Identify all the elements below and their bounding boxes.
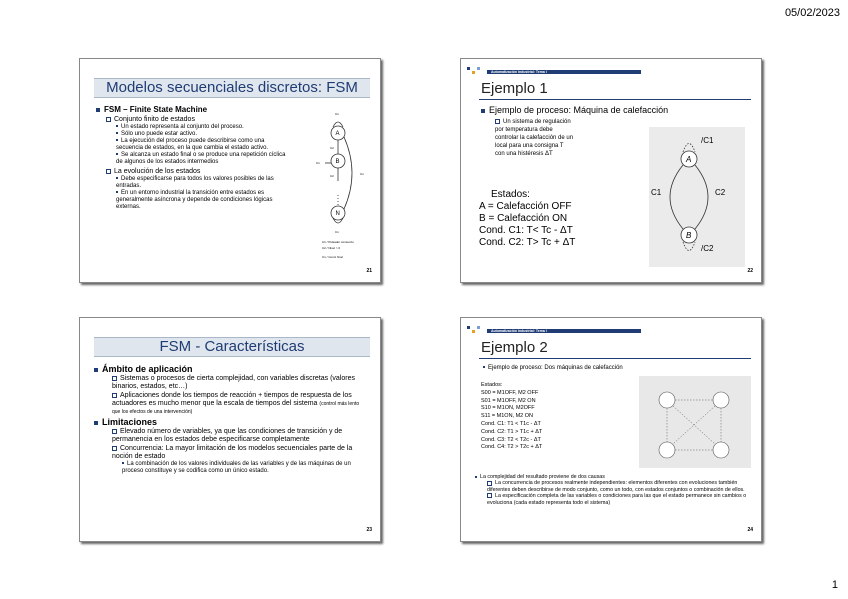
transition-label: C1 bbox=[335, 112, 339, 116]
list-note: (control más lento que los efectos de una intervención) bbox=[112, 401, 360, 415]
header-bar: Automatización Industrial: Tema I bbox=[487, 329, 641, 333]
slide-title: Ejemplo 1 bbox=[481, 80, 548, 97]
title-rule bbox=[479, 358, 751, 359]
description bbox=[495, 118, 625, 158]
header-bar: Automatización Industrial: Tema I bbox=[487, 70, 641, 74]
decor-square bbox=[477, 67, 480, 70]
slide-24 bbox=[460, 317, 762, 542]
subheading: La evolución de los estados bbox=[96, 167, 326, 176]
complexity-heading: La complejidad del resultado proviene de dos causas bbox=[475, 474, 755, 480]
state-diagram bbox=[649, 127, 745, 267]
transition-label: C2 bbox=[715, 188, 726, 197]
title-rule bbox=[479, 99, 751, 100]
list bbox=[96, 124, 286, 166]
slide-22 bbox=[460, 58, 762, 283]
state-line: A = Calefacción OFF bbox=[479, 201, 572, 212]
heading: FSM – Finite State Machine bbox=[96, 105, 326, 115]
transition-label: Cn bbox=[360, 172, 364, 176]
list-item: La especificación completa de las variables o condiciones para las que el estado permanece sin cambios o evoluciona (cada estado representa todo el sistema) bbox=[487, 493, 747, 506]
slide-number: 23 bbox=[366, 527, 372, 533]
transition-label: C2 bbox=[330, 174, 334, 178]
desc-line: por temperatura debe bbox=[495, 127, 553, 133]
state-label: B bbox=[335, 159, 340, 165]
list bbox=[96, 176, 286, 211]
legend-line: C2 / Nivel > 0 bbox=[322, 246, 341, 250]
complexity-block bbox=[475, 474, 755, 506]
state-label: N bbox=[335, 211, 340, 217]
states-block bbox=[479, 189, 575, 249]
page-number: 1 bbox=[831, 579, 838, 591]
state-line: Cond. C2: T1 > T1c + ΔT bbox=[481, 428, 543, 435]
slide-title: Modelos secuenciales discretos: FSM bbox=[94, 78, 370, 98]
state-diagram bbox=[639, 376, 751, 468]
desc-line: Un sistema de regulación bbox=[495, 118, 625, 126]
states-title: Estados: bbox=[481, 382, 503, 388]
state-diagram bbox=[312, 103, 378, 273]
slide-number: 24 bbox=[747, 527, 753, 533]
list-item: Sólo uno puede estar activo. bbox=[116, 131, 286, 138]
transition-label: C2 bbox=[330, 146, 334, 150]
list-item: Concurrencia: La mayor limitación de los modelos secuenciales parte de la noción de estado bbox=[112, 445, 353, 460]
subheading: Conjunto finito de estados bbox=[96, 115, 326, 124]
decor-square bbox=[467, 67, 470, 70]
list-item: Se alcanza un estado final o se produce una repetición cíclica de algunos de los estados intermedios bbox=[116, 152, 286, 165]
decor-square bbox=[467, 326, 470, 329]
list-item: La concurrencia de procesos realmente independientes: elementos diferentes con evoluciones también diferentes deben describirse de modo conjunto, como un todo, con estados conjuntos o combinación de ellos. bbox=[487, 480, 745, 493]
legend-line: C1 / Pulsador comienzo bbox=[322, 240, 354, 244]
list-item: Debe especificarse para todos los valores posibles de las entradas. bbox=[116, 176, 274, 189]
state-line: S10 = M1ON, M2OFF bbox=[481, 405, 535, 412]
state-label: A bbox=[686, 155, 692, 164]
slide-23 bbox=[79, 317, 381, 542]
slide-number: 22 bbox=[747, 268, 753, 274]
decor-square bbox=[472, 71, 475, 74]
slide-content bbox=[96, 105, 326, 211]
state-line: Cond. C1: T< Tc - ΔT bbox=[479, 225, 573, 236]
list-subitem: La combinación de los valores individuales de las variables y de las máquinas de un proceso constituye y se codifica como un único estado. bbox=[122, 461, 351, 474]
transition-label: C1 bbox=[651, 188, 662, 197]
states-block bbox=[481, 382, 542, 452]
state-line: Cond. C1: T1 < T1c - ΔT bbox=[481, 420, 541, 427]
print-date: 05/02/2023 bbox=[784, 7, 840, 19]
states-title: Estados: bbox=[491, 189, 530, 200]
legend-line: Cn / Cond. final bbox=[322, 255, 343, 259]
state-line: S11 = M1ON, M2 ON bbox=[481, 413, 534, 420]
state-line: Cond. C2: T> Tc + ΔT bbox=[479, 237, 576, 248]
bullet: Ejemplo de proceso: Máquina de calefacción bbox=[481, 105, 668, 116]
list-item: La ejecución del proceso puede describirse como una secuencia de estados, en la que cambia el estado activo. bbox=[116, 138, 269, 151]
list-item: En un entorno industrial la transición entre estados es generalmente asíncrona y depende de condiciones lógicas externas. bbox=[116, 190, 273, 210]
state-line: Cond. C4: T2 > T2c + ΔT bbox=[481, 444, 543, 451]
state-label: A bbox=[335, 131, 340, 137]
transition-label: /C2 bbox=[701, 244, 714, 253]
state-line: Cond. C3: T2 < T2c - ΔT bbox=[481, 436, 541, 443]
bullet: Ejemplo de proceso: Dos máquinas de calefacción bbox=[483, 364, 623, 372]
list bbox=[94, 428, 366, 475]
transition-label: C1 bbox=[316, 161, 320, 165]
desc-line: con una histéresis ΔT bbox=[495, 151, 553, 157]
state-line: B = Calefacción ON bbox=[479, 213, 568, 224]
list-item: Elevado número de variables, ya que las condiciones de transición y de permanencia en los estados debe especificarse completamente bbox=[112, 428, 343, 443]
heading: Ámbito de aplicación bbox=[94, 364, 366, 375]
desc-line: controlar la calefacción de un bbox=[495, 135, 574, 141]
heading: Limitaciones bbox=[94, 417, 366, 428]
list-item: Sistemas o procesos de cierta complejidad, con variables discretas (valores binarios, estados, etc…) bbox=[112, 375, 355, 390]
slide-header bbox=[461, 59, 761, 77]
list-item: Un estado representa al conjunto del proceso. bbox=[116, 124, 286, 131]
state-label: B bbox=[686, 231, 692, 240]
slide-number: 21 bbox=[366, 268, 372, 274]
slide-title: FSM - Características bbox=[94, 337, 370, 357]
slide-content bbox=[94, 364, 366, 475]
desc-line: local para una consigna T bbox=[495, 143, 564, 149]
state-line: S01 = M1OFF, M2 ON bbox=[481, 397, 536, 404]
transition-label: Cn bbox=[335, 230, 339, 234]
slide-title: Ejemplo 2 bbox=[481, 339, 548, 356]
decor-square bbox=[472, 330, 475, 333]
state-line: S00 = M1OFF, M2 OFF bbox=[481, 389, 539, 396]
list-item: Aplicaciones donde los tiempos de reacción + tiempos de respuesta de los actuadores es mucho menor que la escala de tiempos del sistema (control más lento que los efectos de una intervención) bbox=[112, 392, 360, 415]
decor-square bbox=[477, 326, 480, 329]
list bbox=[94, 375, 366, 416]
slide-21 bbox=[79, 58, 381, 283]
transition-label: /C1 bbox=[701, 136, 714, 145]
slide-header bbox=[461, 318, 761, 336]
